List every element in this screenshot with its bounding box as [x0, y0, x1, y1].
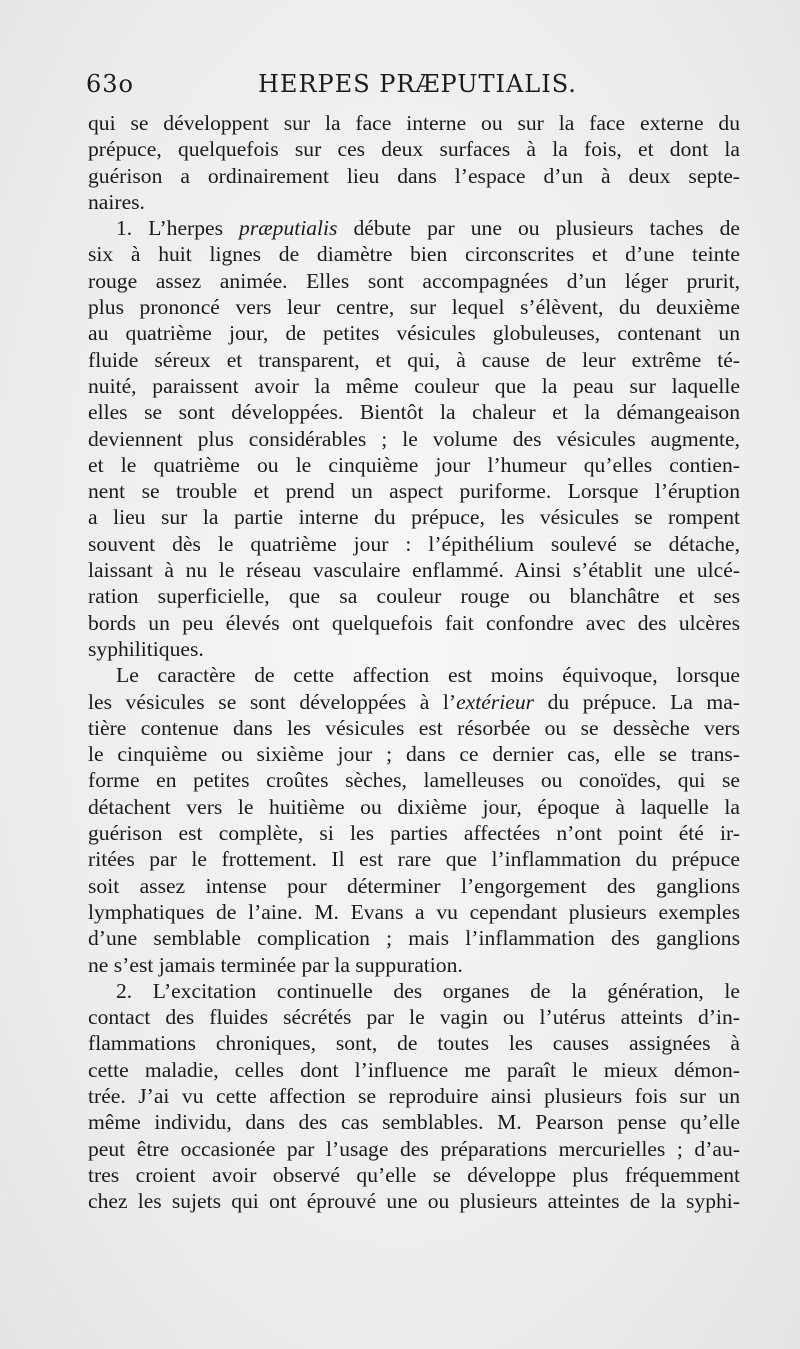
text-line — [88, 820, 740, 846]
text-line — [88, 189, 740, 215]
text-segment: ration superficielle, que sa couleur rouge ou blanchâtre et ses — [88, 584, 740, 609]
text-segment: six à huit lignes de diamètre bien circonscrites et d’une teinte — [88, 242, 740, 267]
text-segment: laissant à nu le réseau vasculaire enflammé. Ainsi s’établit une ulcé- — [88, 558, 740, 583]
text-segment: et le quatrième ou le cinquième jour l’humeur qu’elles contien- — [88, 452, 740, 477]
text-line — [88, 741, 740, 767]
text-line — [88, 1030, 740, 1056]
text-segment: guérison est complète, si les parties affectées n’ont point été ir- — [88, 821, 740, 846]
text-segment: qui se développent sur la face interne ou sur la face externe du — [88, 111, 740, 135]
text-line — [88, 873, 740, 899]
text-line — [88, 163, 740, 189]
text-line — [88, 1004, 740, 1030]
text-line — [88, 1083, 740, 1109]
text-segment: syphilitiques. — [88, 636, 204, 661]
text-segment: soit assez intense pour déterminer l’engorgement des ganglions — [88, 873, 740, 898]
text-segment: même individu, dans des cas semblables. M. Pearson pense qu’elle — [88, 1110, 740, 1135]
text-segment: a lieu sur la partie interne du prépuce, les vésicules se rompent — [88, 505, 740, 530]
text-line — [88, 636, 740, 662]
text-segment: rouge assez animée. Elles sont accompagnées d’un léger prurit, — [88, 268, 740, 293]
text-segment: plus prononcé vers leur centre, sur lequel s’élèvent, du deuxième — [88, 295, 740, 320]
text-line — [88, 1057, 740, 1083]
text-segment: forme en petites croûtes sèches, lamelleuses ou conoïdes, qui se — [88, 768, 740, 793]
running-head — [86, 70, 746, 104]
text-line — [88, 767, 740, 793]
text-segment: naires. — [88, 189, 145, 214]
text-line — [88, 426, 740, 452]
text-line — [88, 794, 740, 820]
text-segment: souvent dès le quatrième jour : l’épithélium soulevé se détache, — [88, 531, 740, 556]
text-line — [88, 583, 740, 609]
text-line — [88, 1162, 740, 1188]
text-line — [88, 1136, 740, 1162]
text-segment: chez les sujets qui ont éprouvé une ou plusieurs atteintes de la syphi- — [88, 1189, 740, 1214]
text-line — [88, 846, 740, 872]
text-segment: ritées par le frottement. Il est rare que l’inflammation du prépuce — [88, 847, 740, 872]
text-line — [88, 268, 740, 294]
text-segment: tres croient avoir observé qu’elle se développe plus fréquemment — [88, 1162, 740, 1187]
text-line — [88, 689, 740, 715]
text-line — [88, 399, 740, 425]
text-segment: d’une semblable complication ; mais l’inflammation des ganglions — [88, 926, 740, 951]
text-segment: flammations chroniques, sont, de toutes les causes assignées à — [88, 1031, 740, 1056]
text-line — [88, 347, 740, 373]
text-segment: du prépuce. La ma- — [534, 689, 740, 714]
text-segment: le cinquième ou sixième jour ; dans ce dernier cas, elle se trans- — [88, 742, 740, 767]
text-line — [88, 952, 740, 978]
text-line — [88, 504, 740, 530]
text-line — [88, 978, 740, 1004]
text-segment: trée. J’ai vu cette affection se reproduire ainsi plusieurs fois sur un — [88, 1083, 740, 1108]
text-line — [88, 373, 740, 399]
text-segment: deviennent plus considérables ; le volume des vésicules augmente, — [88, 426, 740, 451]
text-segment: 2. L’excitation continuelle des organes de la génération, le — [116, 978, 740, 1003]
text-segment: bords un peu élevés ont quelquefois fait confondre avec des ulcères — [88, 610, 740, 635]
text-line — [88, 215, 740, 241]
text-line — [88, 136, 740, 162]
text-line — [88, 715, 740, 741]
text-line — [88, 557, 740, 583]
text-segment: contact des fluides sécrétés par le vagin ou l’utérus atteints d’in- — [88, 1005, 740, 1030]
italic-text: præputialis — [239, 216, 338, 241]
text-segment: Le caractère de cette affection est moins équivoque, lorsque — [116, 663, 740, 688]
text-segment: débute par une ou plusieurs taches de — [337, 216, 740, 241]
text-segment: au quatrième jour, de petites vésicules globuleuses, contenant un — [88, 321, 740, 346]
text-line — [88, 925, 740, 951]
text-line — [88, 452, 740, 478]
text-line — [88, 1109, 740, 1135]
text-segment: nuité, paraissent avoir la même couleur que la peau sur laquelle — [88, 373, 740, 398]
italic-text: extérieur — [456, 689, 535, 714]
text-segment: ne s’est jamais terminée par la suppuration. — [88, 952, 463, 977]
text-line — [88, 478, 740, 504]
text-segment: peut être occasionée par l’usage des préparations mercurielles ; d’au- — [88, 1136, 740, 1161]
text-line — [88, 294, 740, 320]
text-line — [88, 899, 740, 925]
text-segment: 1. L’herpes — [116, 216, 240, 241]
text-line — [88, 662, 740, 688]
page-number: 63o — [86, 70, 134, 98]
text-segment: elles se sont développées. Bientôt la chaleur et la démangeaison — [88, 400, 740, 425]
text-segment: fluide séreux et transparent, et qui, à cause de leur extrême té- — [88, 347, 740, 372]
text-line — [88, 241, 740, 267]
body-text — [88, 110, 740, 1214]
running-title: HERPES PRÆPUTIALIS. — [258, 70, 577, 98]
text-segment: tière contenue dans les vésicules est résorbée ou se dessèche vers — [88, 715, 740, 740]
text-line — [88, 320, 740, 346]
text-line — [88, 531, 740, 557]
text-segment: cette maladie, celles dont l’influence me paraît le mieux démon- — [88, 1057, 740, 1082]
text-line — [88, 1188, 740, 1214]
text-line — [88, 610, 740, 636]
text-segment: guérison a ordinairement lieu dans l’espace d’un à deux septe- — [88, 163, 740, 188]
text-segment: lymphatiques de l’aine. M. Evans a vu cependant plusieurs exemples — [88, 899, 740, 924]
text-segment: les vésicules se sont développées à l’ — [88, 689, 457, 714]
text-segment: nent se trouble et prend un aspect puriforme. Lorsque l’éruption — [88, 479, 740, 504]
text-segment: prépuce, quelquefois sur ces deux surfaces à la fois, et dont la — [88, 137, 740, 162]
text-segment: détachent vers le huitième ou dixième jour, époque à laquelle la — [88, 794, 740, 819]
text-line — [88, 110, 740, 136]
